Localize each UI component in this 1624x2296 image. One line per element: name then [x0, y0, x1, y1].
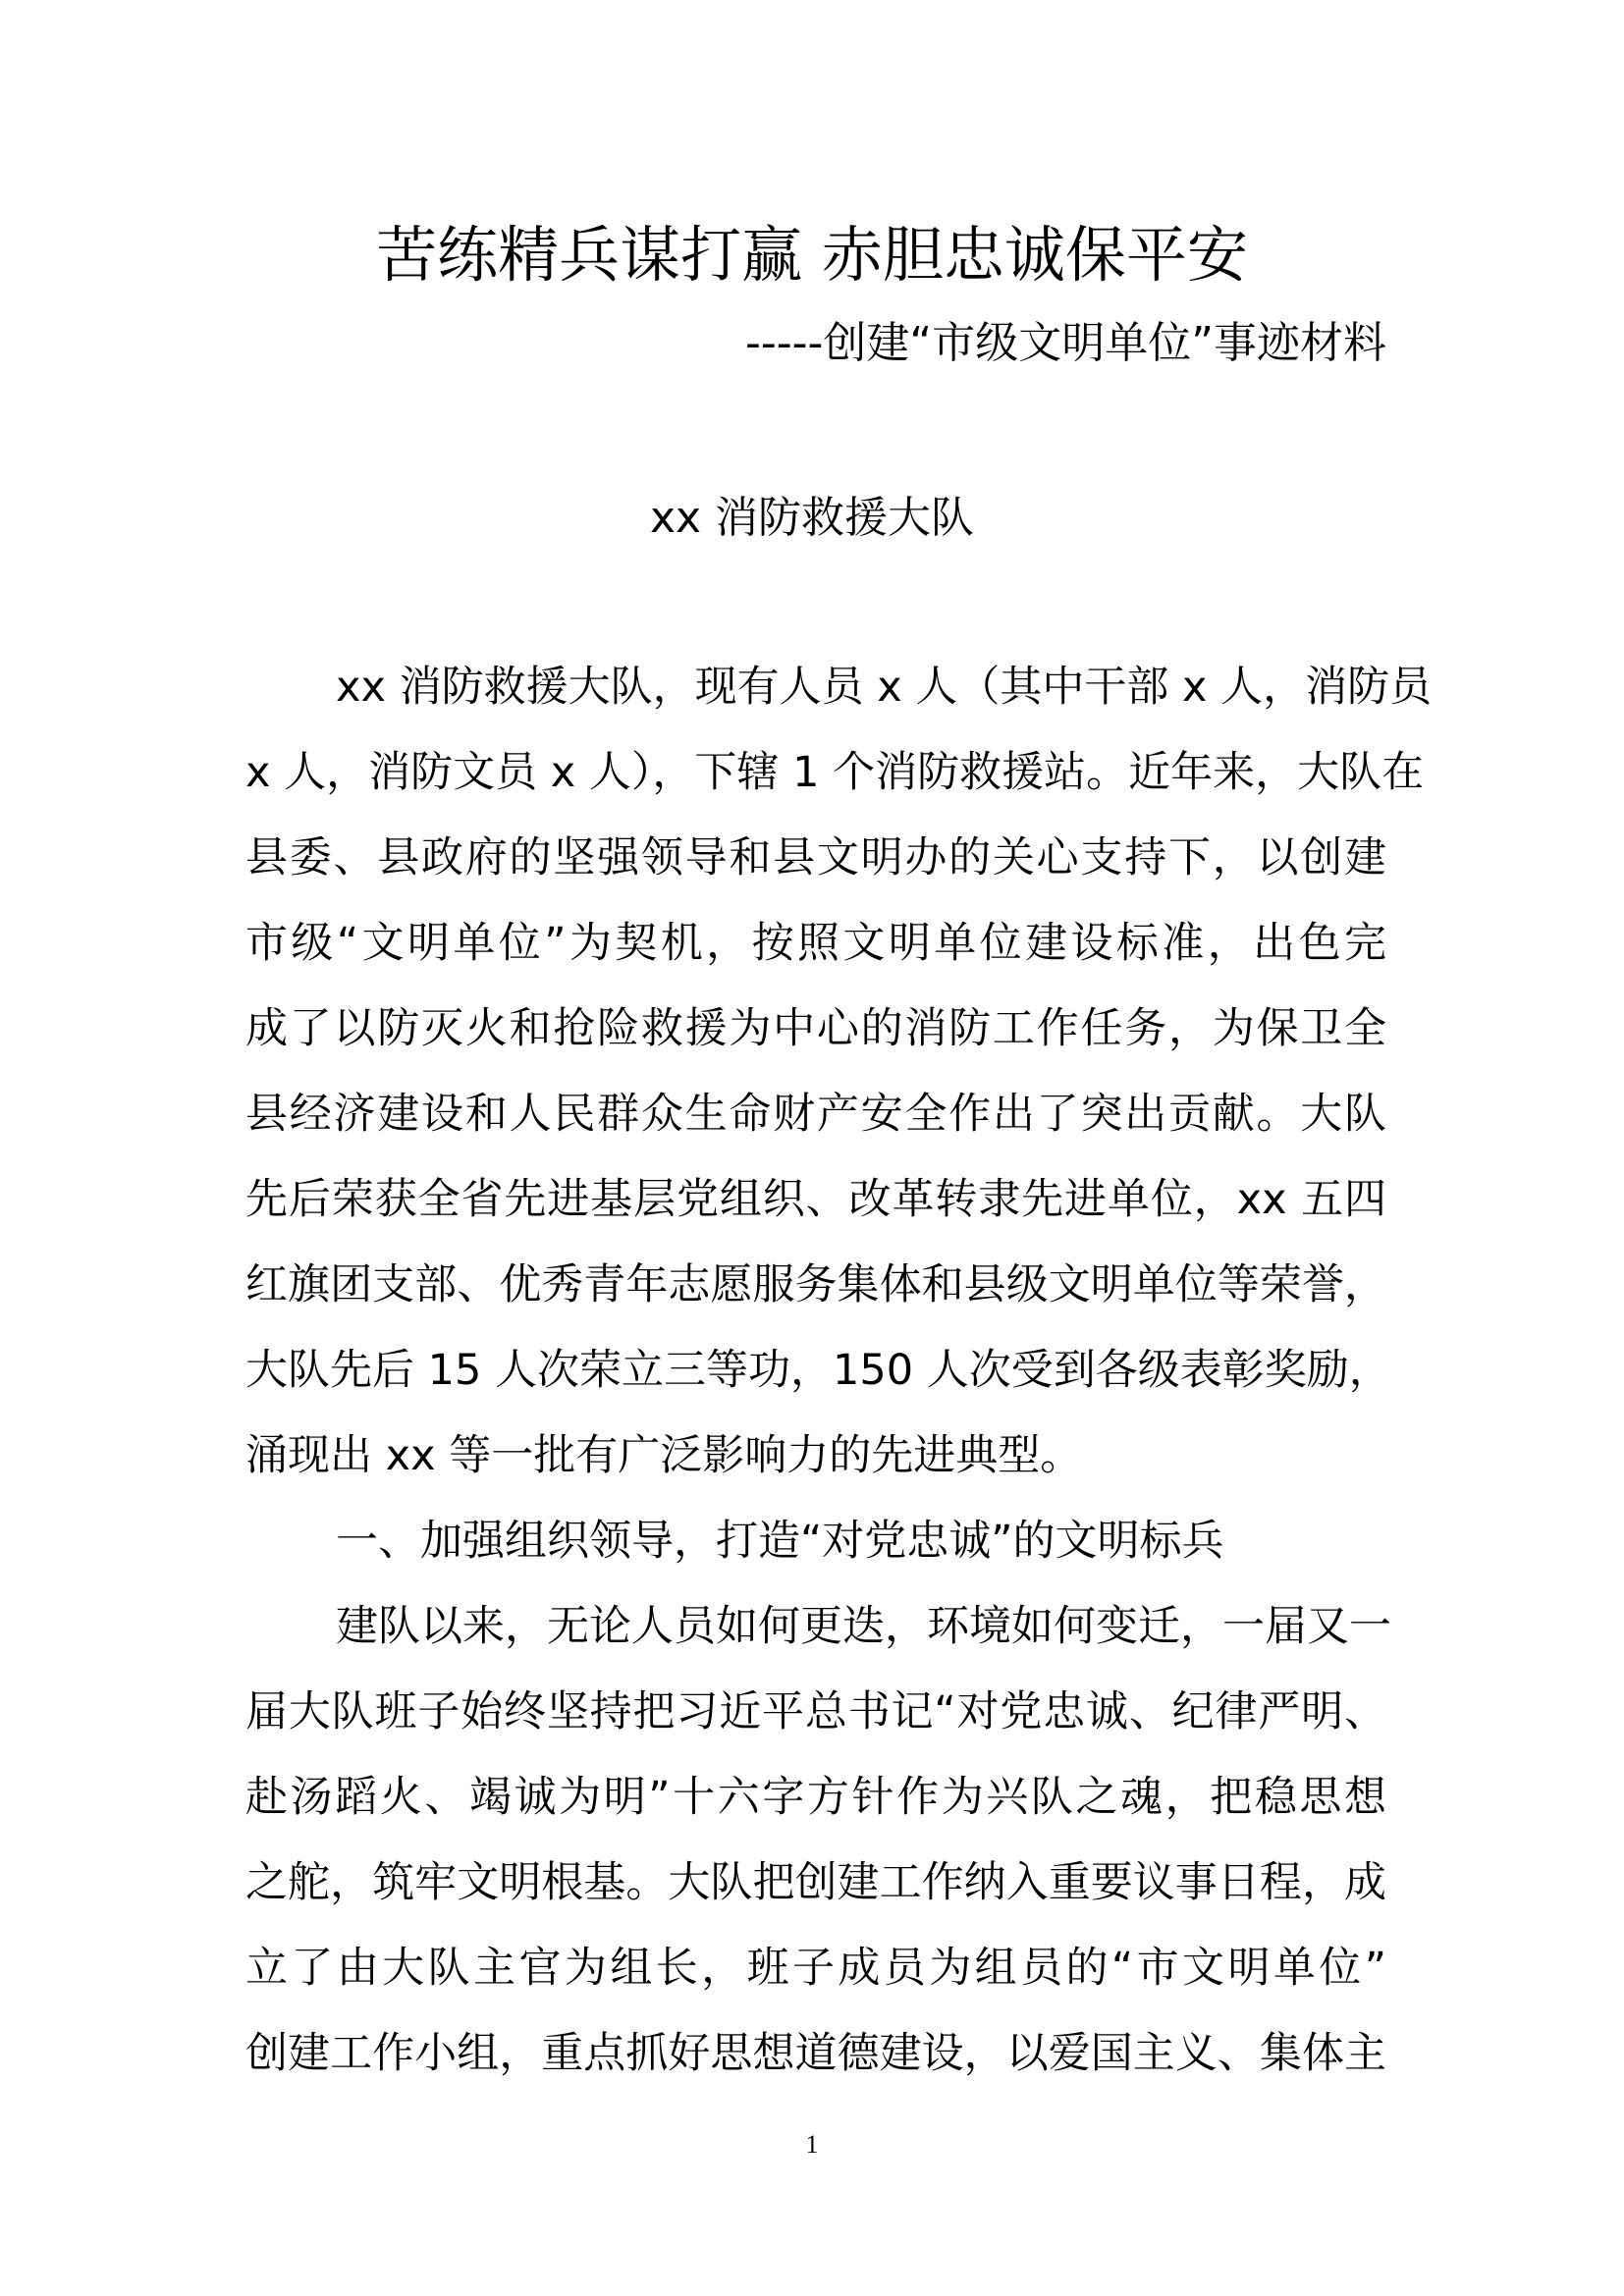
body-line: 涌现出 xx 等一批有广泛影响力的先进典型。 — [245, 1431, 1083, 1480]
body-line: 市级“文明单位”为契机，按照文明单位建设标准，出色完 — [245, 919, 1386, 968]
body-line: 成了以防灭火和抢险救援为中心的消防工作任务，为保卫全 — [245, 1004, 1386, 1053]
document-subtitle: -----创建“市级文明单位”事迹材料 — [745, 318, 1386, 368]
document-body — [245, 658, 1433, 2109]
body-line: 建队以来，无论人员如何更迭，环境如何变迁，一届又一 — [336, 1602, 1391, 1651]
body-line: 赴汤蹈火、竭诚为明”十六字方针作为兴队之魂，把稳思想 — [245, 1773, 1386, 1822]
page-number: 1 — [805, 2130, 819, 2159]
body-line: 之舵，筑牢文明根基。大队把创建工作纳入重要议事日程，成 — [245, 1858, 1386, 1907]
body-line: 届大队班子始终坚持把习近平总书记“对党忠诚、纪律严明、 — [245, 1687, 1386, 1736]
body-line: 先后荣获全省先进基层党组织、改革转隶先进单位，xx 五四 — [245, 1175, 1386, 1224]
body-line: x 人，消防文员 x 人），下辖 1 个消防救援站。近年来，大队在 — [245, 748, 1425, 797]
body-line: 县经济建设和人民群众生命财产安全作出了突出贡献。大队 — [245, 1090, 1386, 1139]
section-heading: 一、加强组织领导，打造“对党忠诚”的文明标兵 — [336, 1517, 1224, 1566]
body-line: 红旗团支部、优秀青年志愿服务集体和县级文明单位等荣誉， — [245, 1260, 1386, 1309]
body-line: 立了由大队主官为组长，班子成员为组员的“市文明单位” — [245, 1944, 1386, 1993]
document-title: 苦练精兵谋打赢 赤胆忠诚保平安 — [376, 219, 1248, 291]
body-line: 县委、县政府的坚强领导和县文明办的关心支持下，以创建 — [245, 833, 1386, 882]
body-line: xx 消防救援大队，现有人员 x 人（其中干部 x 人，消防员 — [336, 663, 1433, 712]
organization-name: xx 消防救援大队 — [649, 493, 975, 543]
body-line: 创建工作小组，重点抓好思想道德建设，以爱国主义、集体主 — [245, 2029, 1386, 2078]
body-line: 大队先后 15 人次荣立三等功，150 人次受到各级表彰奖励， — [245, 1346, 1391, 1395]
